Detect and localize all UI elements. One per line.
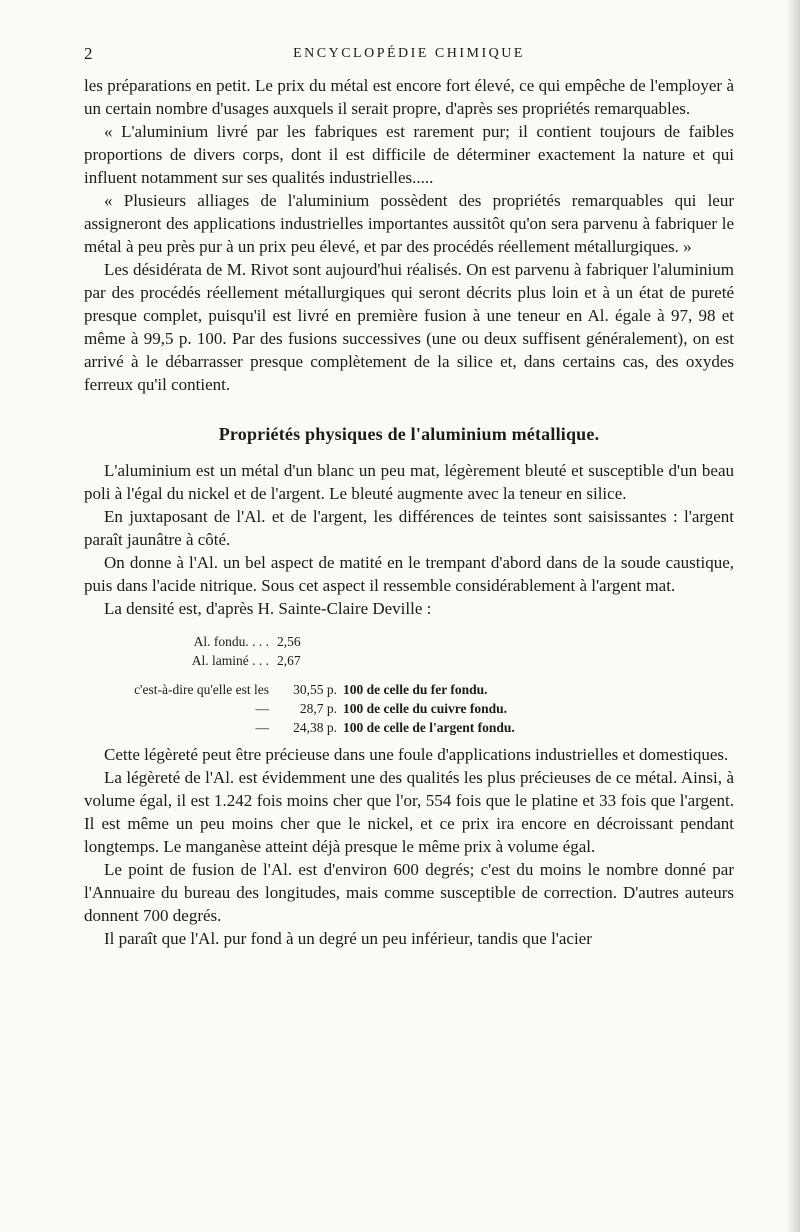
comparison-row [84, 699, 734, 718]
comparison-text: 100 de celle du cuivre fondu. [343, 701, 508, 716]
comparison-text: 100 de celle de l'argent fondu. [343, 720, 515, 735]
comparison-prefix: — [255, 701, 269, 716]
density-table [84, 632, 734, 737]
comparison-value: 24,38 p. [293, 720, 337, 735]
page-header [84, 44, 734, 72]
comparison-prefix: — [255, 720, 269, 735]
paragraph: L'aluminium est un métal d'un blanc un peu mat, légèrement bleuté et susceptible d'un beau poli à l'égal du nickel et de l'argent. Le bleuté augmente avec la teneur en silice. [84, 461, 734, 503]
paragraph: Cette légèreté peut être précieuse dans une foule d'applications industrielles et domestiques. [104, 745, 729, 764]
paragraph: « L'aluminium livré par les fabriques est rarement pur; il contient toujours de faibles proportions de divers corps, dont il est difficile de déterminer exactement la nature et qui influent notamment sur ses qualités industrielles..... [84, 122, 734, 187]
section-heading: Propriétés physiques de l'aluminium métallique. [218, 424, 600, 444]
comparison-value: 30,55 p. [293, 682, 337, 697]
paragraph: Le point de fusion de l'Al. est d'environ 600 degrés; c'est du moins le nombre donné par l'Annuaire du bureau des longitudes, mais comme susceptible de correction. D'autres auteurs donnent 700 degrés. [84, 860, 734, 925]
paragraph: La densité est, d'après H. Sainte-Claire Deville : [104, 599, 432, 618]
paragraph: les préparations en petit. Le prix du métal est encore fort élevé, ce qui empêche de l'employer à un certain nombre d'usages auxquels il serait propre, d'après ses propriétés remarquables. [84, 76, 734, 118]
running-title: ENCYCLOPÉDIE CHIMIQUE [293, 46, 525, 61]
paragraph: « Plusieurs alliages de l'aluminium possèdent des propriétés remarquables qui leur assigneront des applications industrielles importantes aussitôt qu'on sera parvenu à fabriquer le métal à peu près pur à un prix peu élevé, et par des procédés réellement métallurgiques. » [84, 191, 734, 256]
page-number: 2 [84, 44, 93, 63]
comparison-row [84, 680, 734, 699]
comparison-row [84, 718, 734, 737]
density-value: 2,56 [277, 634, 301, 649]
comparison-value: 28,7 p. [299, 701, 337, 716]
book-page [84, 44, 734, 950]
density-label: Al. laminé . . . [191, 653, 269, 668]
density-value: 2,67 [277, 653, 301, 668]
paragraph: Il paraît que l'Al. pur fond à un degré un peu inférieur, tandis que l'acier [104, 929, 592, 948]
density-row [84, 632, 734, 651]
comparison-text: 100 de celle du fer fondu. [343, 682, 488, 697]
paragraph: La légèreté de l'Al. est évidemment une des qualités les plus précieuses de ce métal. Ainsi, à volume égal, il est 1.242 fois moins cher que l'or, 554 fois que le platine et 33 fois que l'argent. Il est même un peu moins cher que le nickel, et ce prix ira encore en décroissant pendant longtemps. Le manganèse atteint déjà presque le même prix à volume égal. [84, 768, 734, 856]
comparison-prefix: c'est-à-dire qu'elle est les [134, 682, 269, 697]
density-row [84, 651, 734, 670]
page-edge-shadow [786, 0, 800, 1232]
paragraph: En juxtaposant de l'Al. et de l'argent, les différences de teintes sont saisissantes : l'argent paraît jaunâtre à côté. [84, 507, 734, 549]
paragraph: On donne à l'Al. un bel aspect de matité en le trempant d'abord dans de la soude caustique, puis dans l'acide nitrique. Sous cet aspect il ressemble considérablement à l'argent mat. [84, 553, 734, 595]
paragraph: Les désidérata de M. Rivot sont aujourd'hui réalisés. On est parvenu à fabriquer l'aluminium par des procédés réellement métallurgiques qui seront décrits plus loin et à un état de pureté presque complet, puisqu'il est livré en première fusion à une teneur en Al. égale à 97, 98 et même à 99,5 p. 100. Par des fusions successives (une ou deux suffisent généralement), on est arrivé à le débarrasser presque complètement de la silice et, dans certains cas, des oxydes ferreux qu'il contient. [84, 260, 734, 394]
density-label: Al. fondu. . . . [193, 634, 269, 649]
